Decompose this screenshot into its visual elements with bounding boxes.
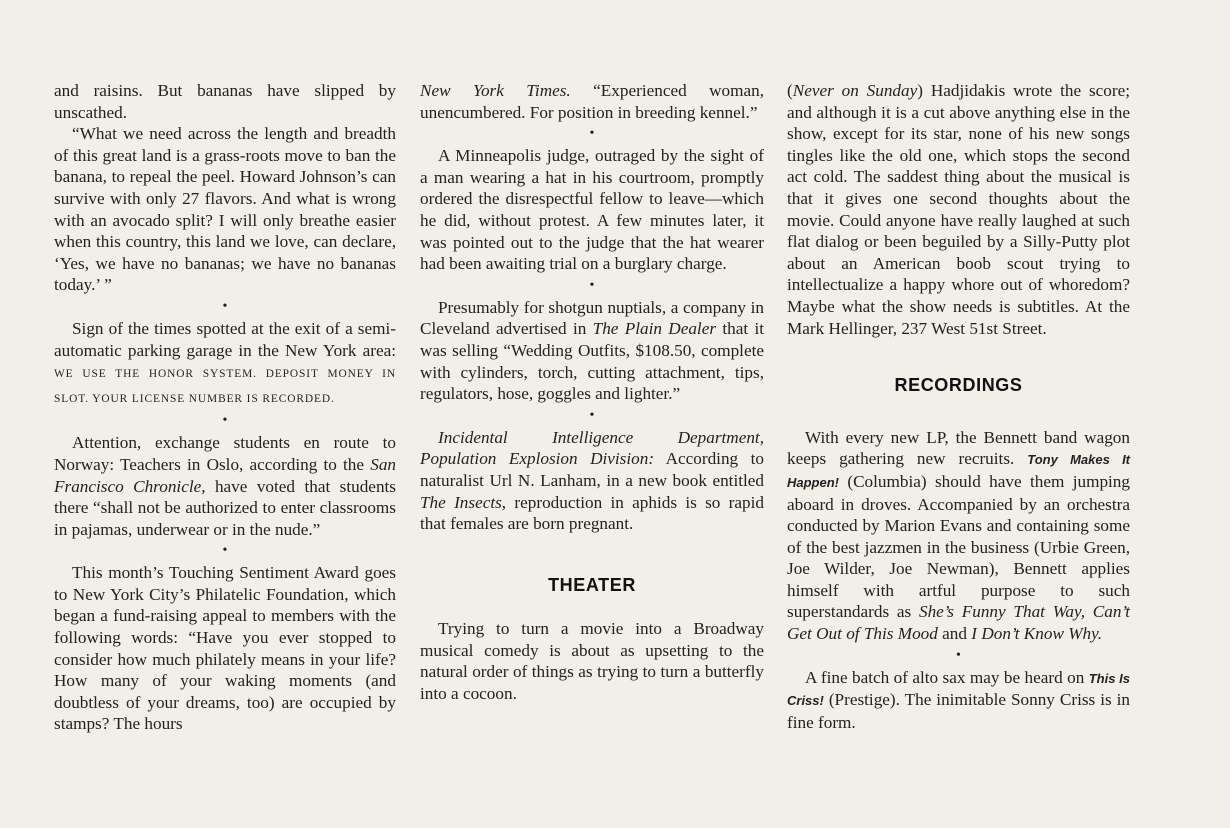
album-title: Tony Makes It Happen! — [787, 452, 1131, 490]
separator-bullet: • — [222, 413, 228, 429]
song-titles: She’s Funny That Way, Can’t Get Out of This Mood — [787, 602, 1130, 644]
text-run: According to naturalist Url N. Lanham, in a new book entitled — [420, 449, 764, 490]
album-title: This Is Criss! — [787, 670, 1130, 709]
column-3 — [787, 80, 1130, 733]
book-title: The Insects, — [420, 492, 507, 512]
text-run: ) Hadjidakis wrote the score; and although it is a cut above anything else in the show, except for its star, none of his new songs tingles like the old one, which stops the second act cold. The saddest thing about the musical is that it gives one second thoughts about the movie. Could anyone have really laughed at such flat dialog or been beguiled by a Silly-Putty plot about an American boob scout trying to intellectualize a happy whore out of whoredom? Maybe what the show needs is subtitles. At the Mark Hellinger, 237 West 51st Street. — [787, 81, 1131, 338]
column-2 — [420, 80, 764, 705]
paragraph: This month’s Touching Sentiment Award goes to New York City’s Philatelic Foundation, which began a fund-raising appeal to members with the following words: “Have you ever stopped to consider how much philately means in your life? How many of your waking moments (and doubtless of your dreams, too) are occupied by stamps? The hours — [54, 563, 396, 734]
separator-bullet: • — [589, 277, 595, 293]
publication-name: San Francisco Chronicle, — [54, 454, 396, 496]
paragraph — [54, 318, 396, 410]
text-run: (Columbia) should have them jumping aboard in droves. Accompanied by an orchestra conducted by Marion Evans and containing some of the best jazzmen in the business (Urbie Green, Joe Wilder, Joe Newman), Bennett applies himself with artful purpose to such superstandards as — [787, 471, 1130, 622]
separator-bullet: • — [589, 407, 595, 423]
movie-title: Never on Sunday — [792, 81, 918, 100]
paragraph — [420, 427, 764, 535]
paragraph — [420, 297, 764, 405]
text-run: ( — [787, 81, 793, 100]
text-run: Presumably for shotgun nuptials, a company in Cleveland advertised in — [420, 297, 764, 339]
text-run: (Prestige). The inimitable Sonny Criss is in fine form. — [787, 690, 1130, 732]
text-run: have voted that students there “shall not be authorized to enter classrooms in pajamas, underwear or in the nude.” — [54, 476, 396, 539]
paragraph — [787, 667, 1130, 734]
text-run: that it was selling “Wedding Outfits, $108.50, complete with cylinders, torch, cutting attachment, tips, regulators, hose, goggles and lighter.” — [420, 319, 764, 404]
text-run: Attention, exchange students en route to Norway: Teachers in Oslo, according to the — [54, 433, 396, 474]
paragraph — [787, 80, 1130, 339]
publication-name: The Plain Dealer — [592, 319, 717, 339]
separator-bullet: • — [589, 126, 595, 142]
text-run: reproduction in aphids is so rapid that females are born pregnant. — [420, 492, 764, 534]
section-heading-recordings: RECORDINGS — [894, 375, 1023, 396]
text-run: With every new LP, the Bennett band wagon keeps gathering new recruits. — [787, 427, 1130, 469]
paragraph — [787, 427, 1130, 645]
section-heading-theater: THEATER — [548, 574, 636, 595]
text-run: “Experienced woman, unencumbered. For position in breeding kennel.” — [420, 81, 764, 122]
paragraph: Trying to turn a movie into a Broadway musical comedy is about as upsetting to the natural order of things as trying to turn a butterfly into a cocoon. — [420, 619, 764, 704]
paragraph — [54, 432, 396, 540]
separator-bullet: • — [956, 647, 961, 663]
column-1 — [54, 80, 396, 735]
paragraph: A Minneapolis judge, outraged by the sight of a man wearing a hat in his courtroom, promptly ordered the disrespectful fellow to leave—which he did, without protest. A few minutes later, it was pointed out to the judge that the hat wearer had been awaiting trial on a burglary charge. — [420, 146, 764, 274]
sign-text: WE USE THE HONOR SYSTEM. DEPOSIT MONEY IN SLOT. YOUR LICENSE NUMBER IS RECORDED. — [54, 368, 396, 405]
paragraph: “What we need across the length and breadth of this great land is a grass-roots move to ban the banana, to repeal the peel. Howard Johnson’s can survive with only 27 flavors. And what is wrong with an avocado split? I will only breathe easier when this country, this land we love, can declare, ‘Yes, we have no bananas; we have no bananas today.’ ” — [54, 124, 396, 295]
separator-bullet: • — [222, 298, 228, 314]
text-run: Sign of the times spotted at the exit of a semi-automatic parking garage in the New York area: — [54, 318, 396, 360]
text-run: and — [937, 624, 972, 644]
separator-bullet: • — [222, 543, 228, 559]
song-title: I Don’t Know Why. — [971, 624, 1103, 644]
department-title: Incidental Intelligence Department, Population Explosion Division: — [420, 427, 764, 469]
text-run: A fine batch of alto sax may be heard on — [805, 667, 1089, 687]
publication-name: New York Times. — [420, 81, 571, 100]
paragraph: and raisins. But bananas have slipped by unscathed. — [54, 81, 396, 122]
paragraph — [420, 80, 764, 123]
